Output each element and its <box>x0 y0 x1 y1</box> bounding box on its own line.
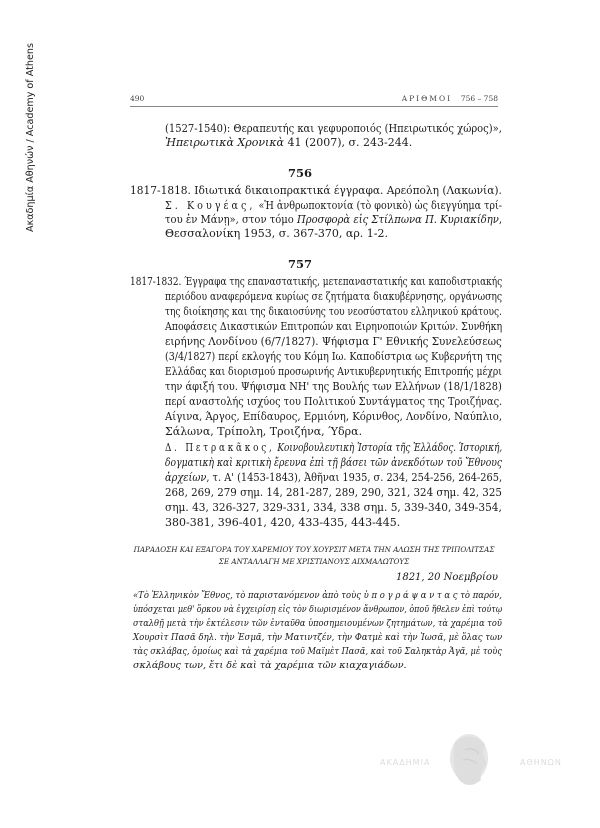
document-title: ΣΕ ΑΝΤΑΛΛΑΓΗ ΜΕ ΧΡΙΣΤΙΑΝΟΥΣ ΑΙΧΜΑΛΩΤΟΥΣ <box>218 557 410 566</box>
document-line: σκλάβους των, ἔτι δὲ καὶ τὰ χαρέμια τῶν κιαχαγιάδων. <box>133 660 407 671</box>
running-title-text: ΑΡΙΘΜΟΙ <box>401 94 453 103</box>
document-line: τὰς σκλάβας, ὁμοίως καὶ τὰ χαρέμια τοῦ Μαϊμὲτ Πασᾶ, καὶ τοῦ Σαληκτὰρ Ἀγᾶ, μὲ τοὺς <box>133 646 502 657</box>
entry-line: Αίγινα, Άργος, Επίδαυρος, Ερμιόνη, Κόρινθος, Λονδίνο, Ναύπλιο, <box>165 410 503 423</box>
document-line: ὑπόσχεται μεθ' ὅρκου νὰ ἐγχειρίσῃ εἰς τὸν διωρισμένον ἄνθρωπον, ὁποῦ ἤθελεν ἐπὶ τούτῳ <box>133 604 503 615</box>
continuation-line <box>165 136 412 149</box>
entry-line: 1817-1832. Έγγραφα της επαναστατικής, μετεπαναστατικής και καποδιστριακής <box>130 275 503 288</box>
entry-line: της διοίκησης και της δικαιοσύνης του νεοσύστατου ελληνικού κράτους. <box>165 305 502 318</box>
entry-line: 1817-1818. Ιδιωτικά δικαιοπρακτικά έγγραφα. Αρεόπολη (Λακωνία). <box>130 184 502 197</box>
academy-watermark <box>360 730 590 800</box>
entry-line: (3/4/1827) περί εκλογής του Κόμη Ιω. Καποδίστρια ως Κυβερνήτη της <box>165 350 502 363</box>
running-title <box>402 94 498 103</box>
athena-head-icon <box>445 730 495 792</box>
entry-line: Ελλάδας και διορισμού προσωρινής Αντικυβερνητικής Επιτροπής μέχρι <box>165 365 502 378</box>
entry-ref-line: δογματικὴ καὶ κριτικὴ ἔρευνα ἐπὶ τῇ βάσει τῶν ἀνεκδότων τοῦ Ἔθνους <box>165 456 503 469</box>
entry-line: Αποφάσεις Δικαστικών Επιτροπών και Ειρηνοποιών Κριτών. Συνθήκη <box>165 320 503 333</box>
page-number: 490 <box>130 94 145 103</box>
journal-ref: 41 (2007), σ. 243-244. <box>283 136 413 149</box>
entry-number: 757 <box>287 257 312 271</box>
document-line: Χουρσὶτ Πασᾶ δηλ. τὴν Ἐσμᾶ, τὴν Ματιντζέν, τὴν Φατμὲ καὶ τὴν Ἰωσᾶ, μὲ ὅλας των <box>133 632 503 643</box>
book-title: Προσφορὰ εἰς Στίλπωνα Π. Κυριακίδην <box>296 213 499 226</box>
entry-ref-line <box>165 441 502 454</box>
entry-number: 756 <box>287 166 312 180</box>
entry-ref-line <box>165 213 502 226</box>
entry-ref-line: 268, 269, 279 σημ. 14, 281-287, 289, 290, 321, 324 σημ. 42, 325 <box>165 486 502 499</box>
ref-text: , τ. Α' (1453-1843), Ἀθῆναι 1935, σ. 234, 254-256, 264-265, <box>206 471 503 484</box>
document-date: 1821, 20 Νοεμβρίου <box>395 572 498 583</box>
ref-text: του ἐν Μάνῃ», στον τόμο <box>165 213 297 226</box>
document-title: ΠΑΡΑΔΟΣΗ ΚΑΙ ΕΞΑΓΟΡΑ ΤΟΥ ΧΑΡΕΜΙΟΥ ΤΟΥ ΧΟΥΡΣΙΤ ΜΕΤΑ ΤΗΝ ΑΛΩΣΗ ΤΗΣ ΤΡΙΠΟΛΙΤΣΑΣ <box>133 545 495 554</box>
watermark-right-text: ΑΘΗΝΩΝ <box>520 758 562 767</box>
sidebar-watermark: Ακαδημία Αθηνών / Academy of Athens <box>25 43 36 232</box>
watermark-left-text: ΑΚΑΔΗΜΙΑ <box>380 758 431 767</box>
running-header <box>130 94 498 107</box>
entry-ref-line: Θεσσαλονίκη 1953, σ. 367-370, αρ. 1-2. <box>165 227 389 240</box>
entry-ref-line <box>165 471 502 484</box>
journal-title: Ἠπειρωτικὰ Χρονικὰ <box>165 136 284 149</box>
entry-ref-line: 380-381, 396-401, 420, 433-435, 443-445. <box>165 516 401 529</box>
author: Δ. Πετρακᾶκος, <box>165 441 275 454</box>
continuation-line: (1527-1540): Θεραπευτής και γεφυροποιός (Ηπειρωτικός χώρος)», <box>165 122 502 135</box>
entry-line: Σάλωνα, Τρίπολη, Τροιζήνα, Ύδρα. <box>165 425 363 438</box>
entry-line: περιόδου αναφερόμενα κυρίως σε ζητήματα διακυβέρνησης, οργάνωσης <box>165 290 503 303</box>
entry-line: την άφιξή του. Ψήφισμα ΝΗ' της Βουλής των Ελλήνων (18/1/1828) <box>165 380 502 393</box>
running-range: 756 – 758 <box>460 94 498 103</box>
book-title: ἀρχείων <box>165 471 207 484</box>
entry-ref-line <box>165 199 502 212</box>
entry-line: περί αναστολής ισχύος του Πολιτικού Συντάγματος της Τροιζήνας. <box>165 395 503 408</box>
entry-ref-line: σημ. 43, 326-327, 329-331, 334, 338 σημ. 5, 339-340, 349-354, <box>165 501 502 514</box>
ref-text: «Ἡ ἀνθρωποκτονία (τὸ φονικὸ) ὡς διεγγύημα τρί- <box>255 199 502 212</box>
entry-line: ειρήνης Λονδίνου (6/7/1827). Ψήφισμα Γ' Εθνικής Συνελεύσεως <box>165 335 502 348</box>
author: Σ. Κουγέας, <box>165 199 256 212</box>
document-line: «Τὸ Ἑλληνικὸν Ἔθνος, τὸ παριστανόμενον ἀπὸ τοὺς ὑ π ο γ ρ ά ψ α ν τ α ς τὸ παρόν, <box>133 590 502 601</box>
document-line: σταλθῇ μετὰ τὴν ἐκτέλεσιν τῶν ἐνταῦθα ὑποσημειουμένων ζητημάτων, τὰ χαρέμια τοῦ <box>133 618 502 629</box>
book-title: Κοινοβουλευτικὴ Ἱστορία τῆς Ἑλλάδος. Ἱστορική, <box>274 441 503 454</box>
ref-text: , <box>498 213 503 226</box>
